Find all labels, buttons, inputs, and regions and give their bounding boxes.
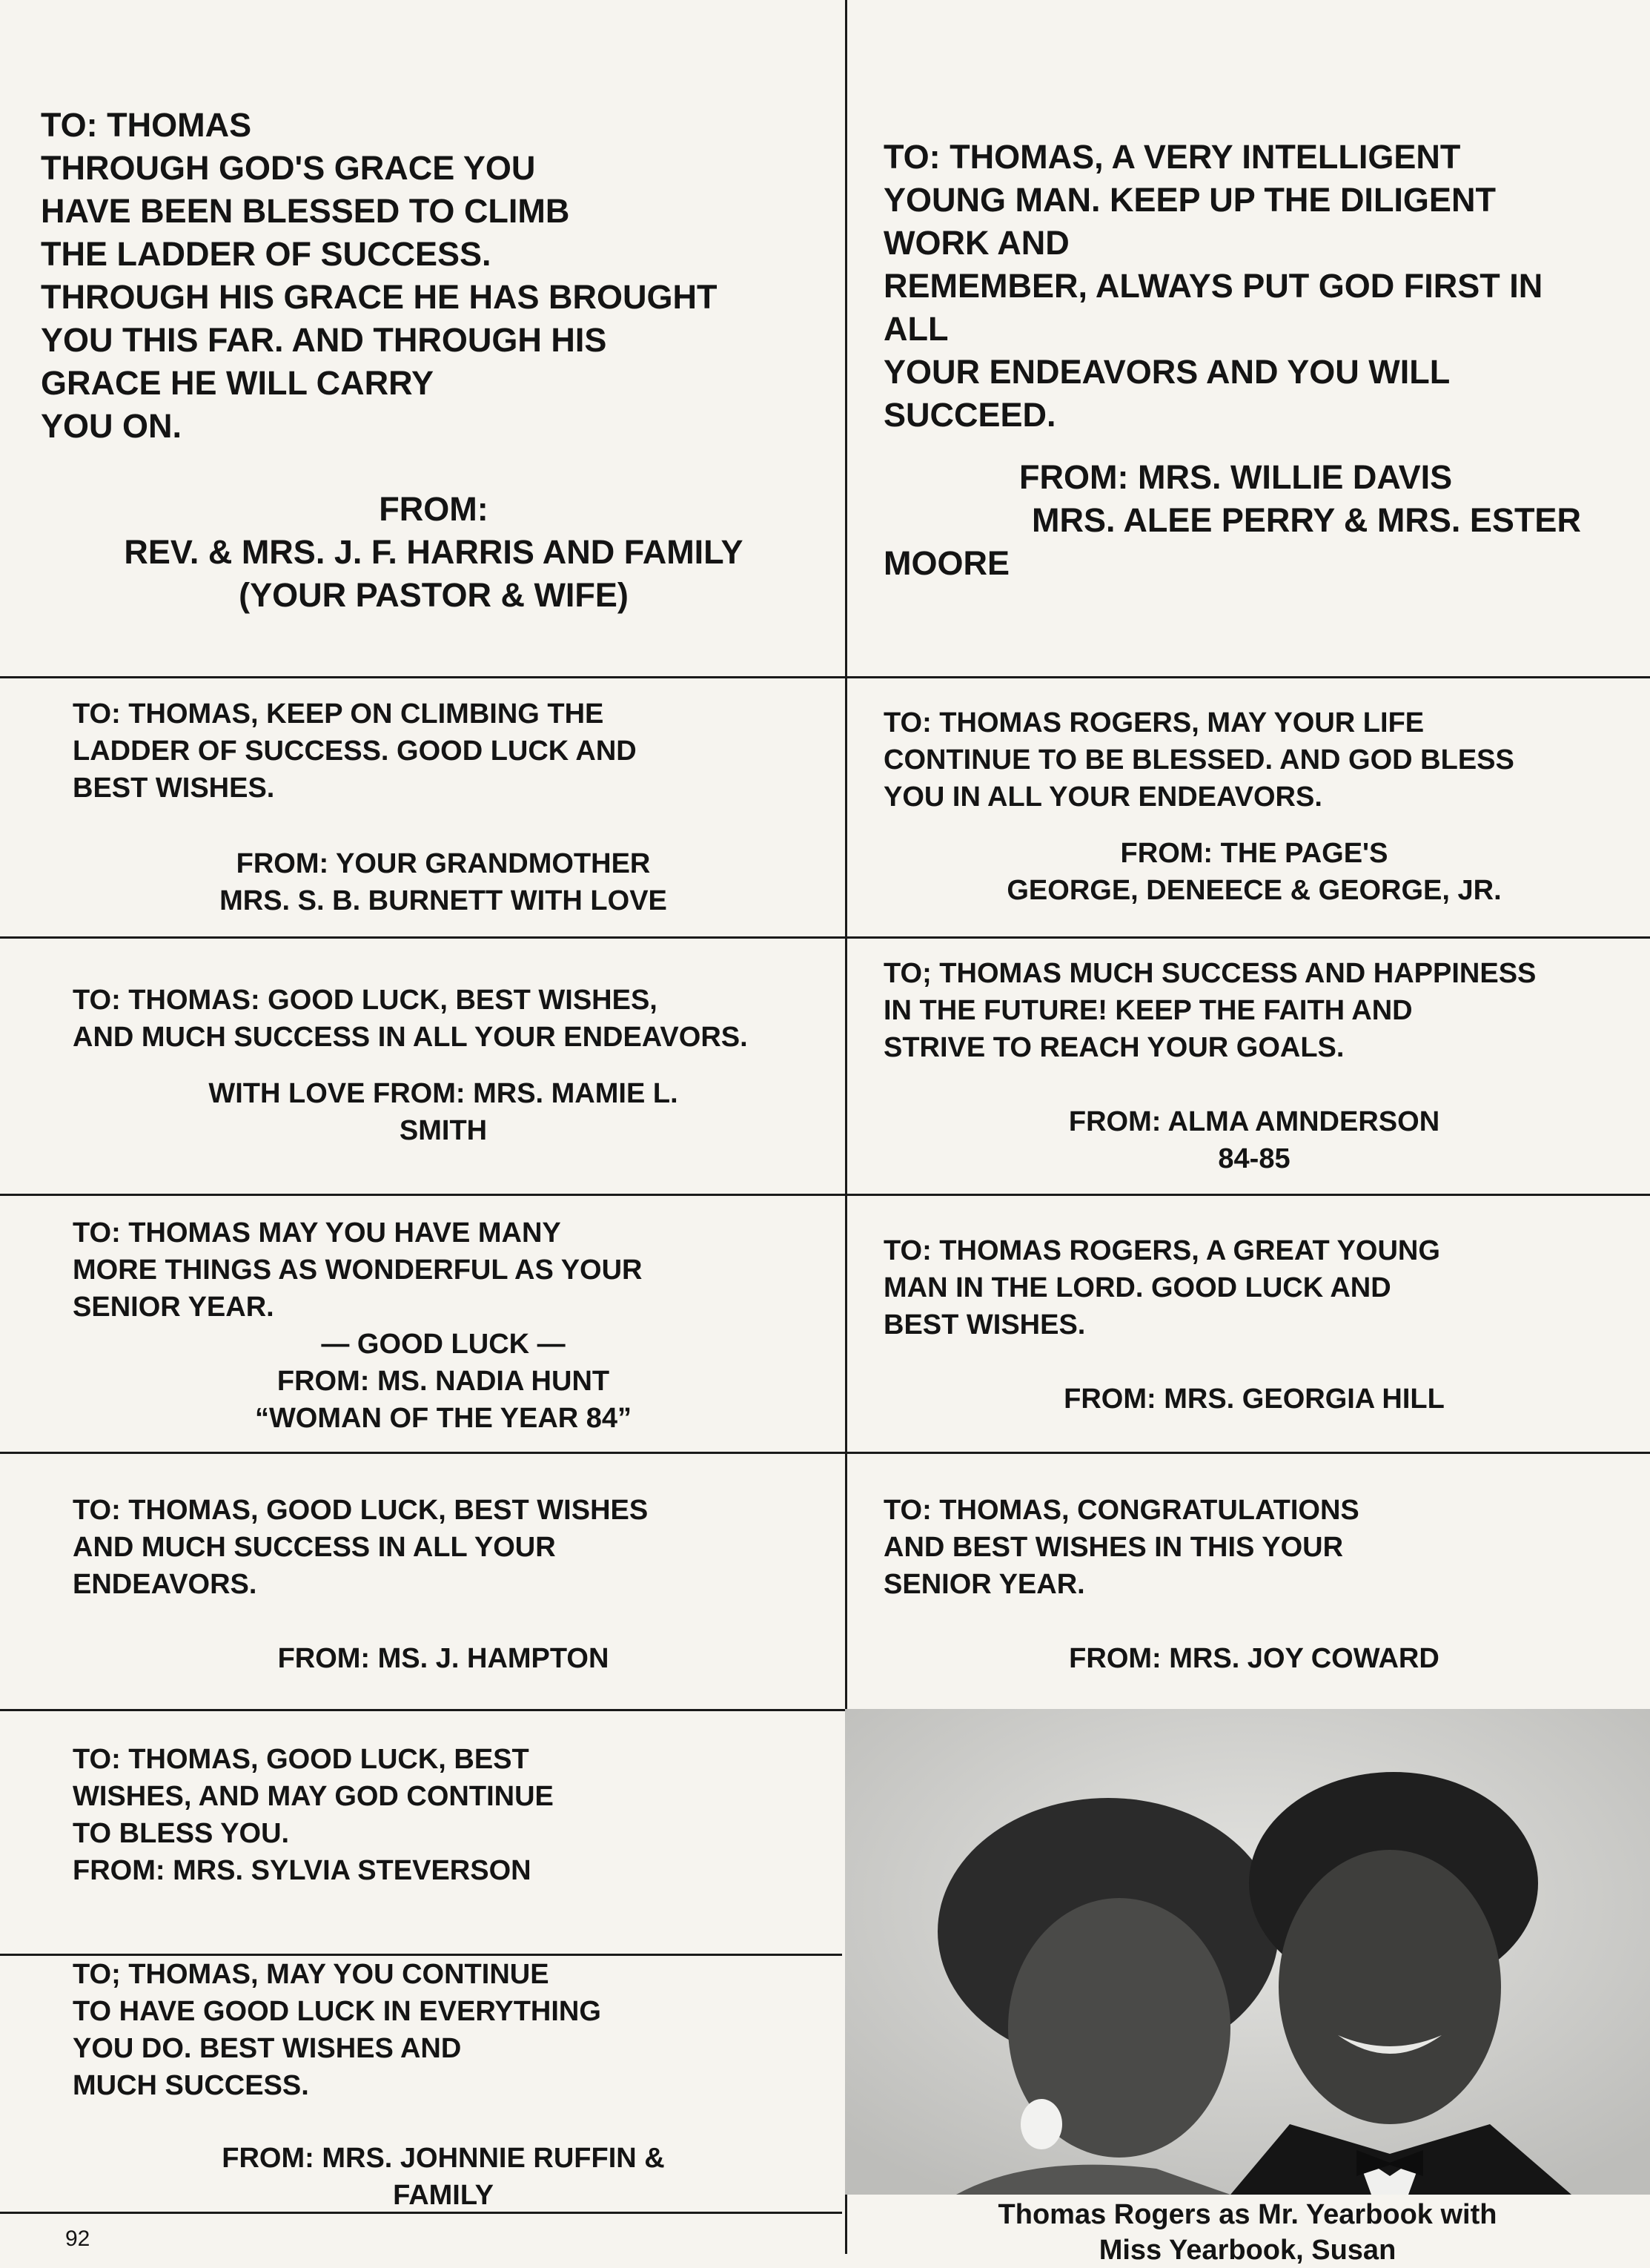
message-line: SENIOR YEAR.: [884, 1569, 1085, 1600]
message-text: [73, 1956, 836, 2104]
message-line: CONTINUE TO BE BLESSED. AND GOD BLESS: [884, 744, 1514, 776]
signature-text: [73, 1075, 814, 1149]
signature-burnett: [73, 845, 814, 919]
message-line: IN THE FUTURE! KEEP THE FAITH AND: [884, 995, 1413, 1026]
signature-line: WITH LOVE FROM: MRS. MAMIE L.: [208, 1078, 678, 1109]
signature-line: REV. & MRS. J. F. HARRIS AND FAMILY: [124, 533, 743, 571]
signature-text: [884, 456, 1647, 585]
message-burnett: [73, 695, 836, 807]
signature-line: FAMILY: [393, 2180, 494, 2211]
message-line: LADDER OF SUCCESS. GOOD LUCK AND: [73, 735, 637, 767]
caption-line: Thomas Rogers as Mr. Yearbook with: [998, 2199, 1497, 2230]
message-line: STRIVE TO REACH YOUR GOALS.: [884, 1032, 1345, 1063]
signature-line: FROM: MRS. JOY COWARD: [1069, 1643, 1439, 1674]
signature-text: [73, 2140, 814, 2214]
signature-text: [41, 488, 826, 617]
signature-line: MRS. S. B. BURNETT WITH LOVE: [219, 885, 667, 916]
message-line: TO: THOMAS, GOOD LUCK, BEST WISHES: [73, 1495, 649, 1526]
message-text: [73, 695, 836, 807]
message-line: AND MUCH SUCCESS IN ALL YOUR: [73, 1532, 556, 1563]
signature-ruffin: [73, 2140, 814, 2214]
message-text: [41, 104, 826, 448]
signature-line: (YOUR PASTOR & WIFE): [239, 576, 629, 614]
signature-line: GEORGE, DENEECE & GEORGE, JR.: [1007, 875, 1502, 906]
message-line: YOUNG MAN. KEEP UP THE DILIGENT: [884, 181, 1496, 219]
caption-line: Miss Yearbook, Susan: [1099, 2235, 1396, 2266]
message-line: YOUR ENDEAVORS AND YOU WILL: [884, 353, 1451, 391]
message-hunt: [73, 1214, 836, 1326]
message-line: ALL: [884, 310, 949, 348]
row-divider-1: [0, 676, 1650, 678]
message-line: AND BEST WISHES IN THIS YOUR: [884, 1532, 1344, 1563]
signature-line: FROM: MRS. SYLVIA STEVERSON: [73, 1855, 531, 1886]
signature-harris: [41, 488, 826, 617]
signature-line: FROM: YOUR GRANDMOTHER: [236, 848, 651, 879]
message-line: SUCCEED.: [884, 396, 1056, 434]
signature-line: FROM: MS. NADIA HUNT: [276, 1366, 610, 1397]
message-line: TO: THOMAS, A VERY INTELLIGENT: [884, 138, 1461, 176]
message-line: TO HAVE GOOD LUCK IN EVERYTHING: [73, 1996, 601, 2027]
message-amnderson: [884, 955, 1647, 1066]
message-line: TO; THOMAS MUCH SUCCESS AND HAPPINESS: [884, 958, 1537, 989]
signature-line: “WOMAN OF THE YEAR 84”: [254, 1403, 632, 1434]
signature-coward: [884, 1640, 1625, 1677]
message-line: YOU THIS FAR. AND THROUGH HIS: [41, 321, 607, 359]
message-text: [884, 1492, 1647, 1603]
message-line: WORK AND: [884, 224, 1070, 262]
message-text: [73, 1214, 836, 1326]
signature-line: FROM:: [379, 490, 488, 528]
message-coward: [884, 1492, 1647, 1603]
message-hill: [884, 1232, 1647, 1343]
message-line: TO; THOMAS, MAY YOU CONTINUE: [73, 1959, 549, 1990]
signature-line: SMITH: [399, 1115, 488, 1146]
signature-text: [884, 835, 1625, 909]
signature-line: FROM: MS. J. HAMPTON: [277, 1643, 609, 1674]
message-steverson: [73, 1741, 836, 1889]
message-harris: [41, 104, 826, 448]
message-line: YOU ON.: [41, 407, 182, 445]
message-davis: [884, 136, 1640, 437]
signature-line: FROM: MRS. WILLIE DAVIS: [1019, 458, 1453, 496]
signature-text: [73, 845, 814, 919]
signature-line: MOORE: [884, 544, 1010, 582]
message-text: [73, 1741, 836, 1889]
message-line: THROUGH GOD'S GRACE YOU: [41, 149, 536, 187]
message-hampton: [73, 1492, 836, 1603]
message-line: TO: THOMAS: GOOD LUCK, BEST WISHES,: [73, 985, 657, 1016]
message-text: [884, 1232, 1647, 1343]
message-line: ENDEAVORS.: [73, 1569, 257, 1600]
message-line: MORE THINGS AS WONDERFUL AS YOUR: [73, 1254, 643, 1286]
signature-line: 84-85: [1218, 1143, 1290, 1174]
message-text: [884, 955, 1647, 1066]
message-line: BEST WISHES.: [884, 1309, 1086, 1340]
signature-line: FROM: THE PAGE'S: [1120, 838, 1388, 869]
message-line: THROUGH HIS GRACE HE HAS BROUGHT: [41, 278, 718, 316]
message-line: YOU DO. BEST WISHES AND: [73, 2033, 462, 2064]
message-text: [884, 704, 1640, 816]
message-line: BEST WISHES.: [73, 773, 275, 804]
message-line: SENIOR YEAR.: [73, 1292, 274, 1323]
message-page: [884, 704, 1640, 816]
row-divider-3: [0, 1194, 1650, 1196]
message-line: TO: THOMAS: [41, 106, 252, 144]
message-line: HAVE BEEN BLESSED TO CLIMB: [41, 192, 570, 230]
message-smith: [73, 982, 836, 1056]
signature-line: FROM: ALMA AMNDERSON: [1068, 1106, 1440, 1137]
message-text: [884, 136, 1640, 437]
signature-smith: [73, 1075, 814, 1149]
row-divider-2: [0, 936, 1650, 939]
message-line: YOU IN ALL YOUR ENDEAVORS.: [884, 781, 1322, 813]
message-line: THE LADDER OF SUCCESS.: [41, 235, 491, 273]
message-line: AND MUCH SUCCESS IN ALL YOUR ENDEAVORS.: [73, 1022, 748, 1053]
message-line: TO: THOMAS, GOOD LUCK, BEST: [73, 1744, 529, 1775]
message-text: [73, 1492, 836, 1603]
row-divider-5-left: [0, 1709, 845, 1711]
photo-illustration: [845, 1709, 1650, 2195]
message-line: MUCH SUCCESS.: [73, 2070, 309, 2101]
signature-line: FROM: MRS. JOHNNIE RUFFIN &: [222, 2143, 665, 2174]
message-line: TO BLESS YOU.: [73, 1818, 290, 1849]
signature-line: MRS. ALEE PERRY & MRS. ESTER: [1032, 501, 1581, 539]
message-text: [73, 982, 836, 1056]
signature-line: — GOOD LUCK —: [321, 1329, 566, 1360]
row-divider-4: [0, 1452, 1650, 1454]
signature-text: [73, 1326, 814, 1437]
signature-hampton: [73, 1640, 814, 1677]
message-line: TO: THOMAS MAY YOU HAVE MANY: [73, 1217, 561, 1249]
signature-hill: [884, 1381, 1625, 1418]
signature-hunt: [73, 1326, 814, 1437]
message-line: TO: THOMAS ROGERS, A GREAT YOUNG: [884, 1235, 1440, 1266]
signature-text: [73, 1640, 814, 1677]
signature-page: [884, 835, 1625, 909]
message-line: TO: THOMAS ROGERS, MAY YOUR LIFE: [884, 707, 1425, 738]
couple-photo: [845, 1709, 1650, 2195]
message-line: TO: THOMAS, KEEP ON CLIMBING THE: [73, 698, 604, 730]
message-line: WISHES, AND MAY GOD CONTINUE: [73, 1781, 554, 1812]
photo-caption: [845, 2197, 1650, 2268]
message-line: TO: THOMAS, CONGRATULATIONS: [884, 1495, 1359, 1526]
message-ruffin: [73, 1956, 836, 2104]
signature-text: [884, 1103, 1625, 1177]
signature-line: FROM: MRS. GEORGIA HILL: [1064, 1383, 1445, 1415]
page-number: 92: [65, 2226, 90, 2251]
message-line: MAN IN THE LORD. GOOD LUCK AND: [884, 1272, 1391, 1303]
signature-text: [884, 1640, 1625, 1677]
signature-amnderson: [884, 1103, 1625, 1177]
signature-text: [884, 1381, 1625, 1418]
message-line: GRACE HE WILL CARRY: [41, 364, 434, 402]
signature-davis: [884, 456, 1647, 585]
message-line: REMEMBER, ALWAYS PUT GOD FIRST IN: [884, 267, 1543, 305]
